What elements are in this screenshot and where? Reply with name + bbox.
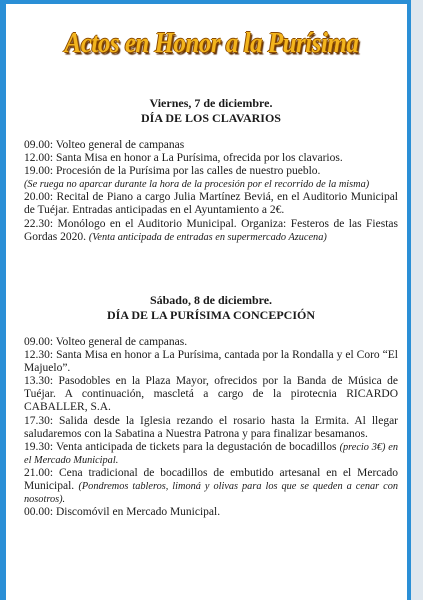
- left-border: [0, 0, 6, 600]
- event-item: [24, 165, 398, 191]
- event-text: 17.30: Salida desde la Iglesia rezando el rosario hasta la Ermita. Al llegar saludaremos con la Sabatina a Nuestra Patrona y para finalizar besamanos.: [24, 414, 398, 440]
- event-list: [24, 139, 398, 244]
- top-border: [0, 0, 423, 4]
- event-note: (precio 3€) en el Mercado Municipal.: [24, 441, 399, 466]
- event-note: (Se ruega no aparcar durante la hora de la procesión por el recorrido de la misma): [24, 179, 370, 191]
- event-item: [24, 349, 398, 375]
- page-title: Actos en Honor a la Purísima: [64, 27, 359, 59]
- event-text: 22.30: Monólogo en el Auditorio Municipal. Organiza: Festeros de las Fiestas Gordas 2020.: [24, 217, 398, 243]
- event-item: [24, 191, 398, 217]
- event-text: 19.00: Procesión de la Purísima por las calles de nuestro pueblo.: [24, 165, 321, 178]
- event-item: [24, 441, 398, 467]
- day-section-saturday: [24, 293, 398, 519]
- right-margin: [411, 0, 423, 600]
- event-item: [24, 218, 398, 244]
- day-section-friday: [24, 96, 398, 244]
- event-text: 12.30: Santa Misa en honor a La Purísima, cantada por la Rondalla y el Coro “El Majuelo”.: [24, 349, 398, 375]
- event-text: 12.00: Santa Misa en honor a La Purísima, ofrecida por los clavarios.: [24, 152, 343, 165]
- day-name: DÍA DE LA PURÍSIMA CONCEPCIÓN: [106, 308, 316, 322]
- event-item: [24, 375, 398, 414]
- event-text: 09.00: Volteo general de campanas.: [24, 336, 188, 348]
- day-date: Viernes, 7 de diciembre.: [149, 96, 273, 110]
- event-item: [24, 139, 398, 152]
- event-item: [24, 415, 398, 441]
- event-note: (Venta anticipada de entradas en supermercado Azucena): [88, 231, 327, 243]
- event-note: (Pondremos tableros, limoná y olivas para los que se queden a cenar con nosotros).: [24, 481, 399, 506]
- day-date: Sábado, 8 de diciembre.: [149, 293, 273, 307]
- event-list: [24, 336, 398, 519]
- day-name: DÍA DE LOS CLAVARIOS: [141, 111, 281, 125]
- event-item: [24, 467, 398, 506]
- event-item: [24, 336, 398, 349]
- event-text: 21.00: Cena tradicional de bocadillos de embutido artesanal en el Mercado Municipal.: [24, 466, 398, 493]
- event-item: [24, 506, 398, 519]
- event-text: 09.00: Volteo general de campanas: [24, 139, 185, 151]
- event-item: [24, 152, 398, 165]
- event-text: 20.00: Recital de Piano a cargo Julia Martínez Beviá, en el Auditorio Municipal de Tuéjar. Entradas anticipadas en el Ayuntamiento a 2€.: [24, 191, 398, 217]
- event-text: 00.00: Discomóvil en Mercado Municipal.: [24, 506, 221, 519]
- event-text: 19.30: Venta anticipada de tickets para la degustación de bocadillos: [24, 440, 337, 453]
- event-text: 13.30: Pasodobles en la Plaza Mayor, ofrecidos por la Banda de Música de Tuéjar. A continuación, mascletá a cargo de la pirotecnia RICARDO CABALLER, S.A.: [24, 375, 398, 414]
